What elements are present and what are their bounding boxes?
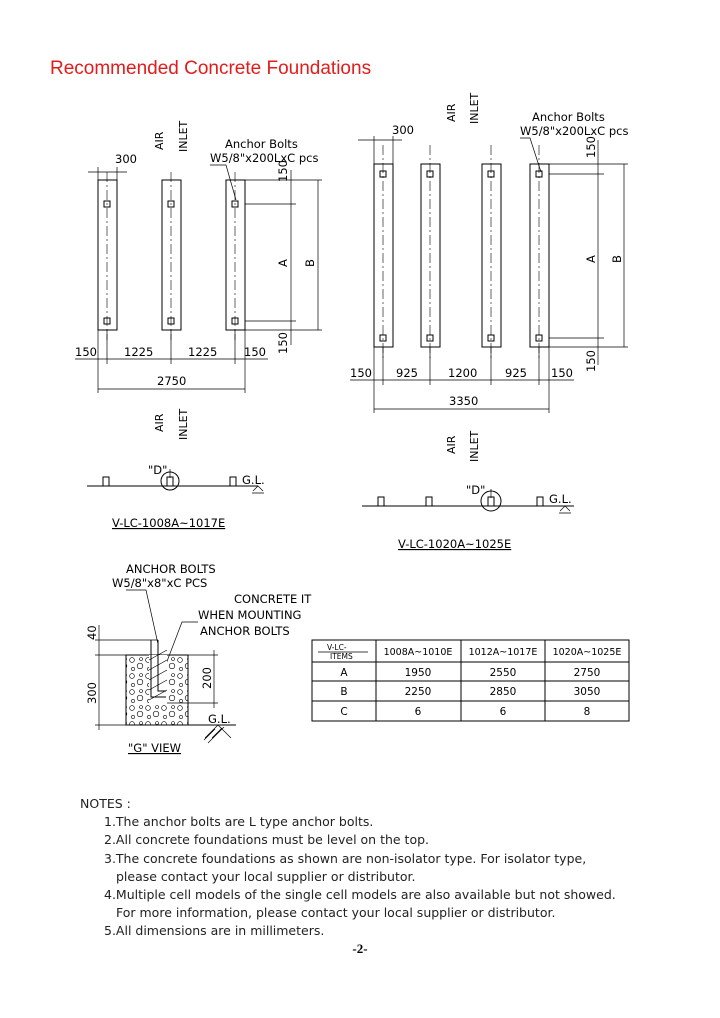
table-cell: 3050 [573,686,601,698]
right-dim-300 [358,123,414,164]
left-dim-row-3: 1225 [188,345,218,359]
left-dim-row-2: 1225 [124,345,154,359]
left-inlet-label-top: INLET [177,120,190,152]
g-anchor-label-2: W5/8"x8"xC PCS [112,576,208,590]
right-anchor-callout [520,110,628,172]
right-dim-row-2: 925 [396,366,418,380]
table-cell: 2250 [404,686,432,698]
table-row-c-item: C [340,706,348,718]
g-ground-label: G.L. [208,712,231,726]
table-col-1: 1008A~1010E [383,647,453,658]
table-cell: 6 [499,706,507,718]
table-col-3: 1020A~1025E [552,647,622,658]
right-inlet-label-top: INLET [468,92,481,124]
right-strip-3 [482,164,501,347]
right-dim-row-5: 150 [551,366,573,380]
right-ground-label: G.L. [549,492,572,506]
g-dim-200: 200 [200,667,214,689]
note-3-cont: please contact your local supplier or distributor. [116,868,416,884]
left-plan [75,120,322,530]
note-1: 1.The anchor bolts are L type anchor bolts. [104,814,374,830]
g-dim-40: 40 [85,625,99,640]
right-strip-2 [421,164,440,347]
left-air-label-top: AIR [153,131,166,150]
table-col-2: 1012A~1017E [468,647,538,658]
right-bolts [380,171,542,341]
table-cell: 2550 [489,667,517,679]
left-dim-150-top: 150 [276,160,290,182]
right-air-label-bottom: AIR [445,435,458,454]
left-inlet-label-bottom: INLET [177,408,190,440]
right-model-caption: V-LC-1020A~1025E [398,537,512,551]
table-cell: 1950 [404,667,432,679]
left-dim-total: 2750 [157,374,187,388]
right-dim-b: B [610,255,624,263]
table-corner-bottom: ITEMS [330,652,353,661]
right-strip-1 [374,164,393,347]
left-dim-150-bottom: 150 [276,332,290,354]
left-elevation [87,463,265,493]
g-anchor-label-1: ANCHOR BOLTS [126,562,216,576]
svg-text:300: 300 [392,123,414,137]
left-model-caption: V-LC-1008A~1017E [112,516,226,530]
right-plan [350,92,628,551]
g-view-caption: "G" VIEW [128,741,182,755]
left-dim-row-1: 150 [75,345,97,359]
right-dim-a: A [584,255,598,263]
table-row-a-item: A [340,667,348,679]
table-cell: 2750 [573,667,601,679]
table-cell: 2850 [489,686,517,698]
right-dim-row-4: 925 [505,366,527,380]
g-dim-300: 300 [85,682,99,704]
right-dim-row-3: 1200 [448,366,478,380]
notes-section [80,795,616,941]
left-air-label-bottom: AIR [153,413,166,432]
left-strip-1 [98,180,117,330]
svg-text:Anchor Bolts: Anchor Bolts [225,137,298,151]
right-detail-tag: "D" [466,483,486,497]
note-4-cont: For more information, please contact your local supplier or distributor. [116,905,556,921]
notes-heading: NOTES : [80,796,131,811]
note-4: 4.Multiple cell models of the single cell models are also available but not showed. [104,887,616,903]
svg-text:W5/8"x200LxC pcs: W5/8"x200LxC pcs [520,124,629,138]
right-air-label-top: AIR [445,103,458,122]
note-3: 3.The concrete foundations as shown are non-isolator type. For isolator type, [104,850,587,866]
right-inlet-label-bottom: INLET [468,430,481,462]
dimension-table [312,640,629,721]
svg-text:300: 300 [115,152,137,166]
page-title: Recommended Concrete Foundations [50,58,372,79]
right-strip-4 [530,164,549,347]
g-concrete-label-3: ANCHOR BOLTS [200,624,290,638]
right-dim-150-top: 150 [584,136,598,158]
right-dim-150-bottom: 150 [584,350,598,372]
right-dim-row-1: 150 [350,366,372,380]
table-row-b-item: B [340,686,348,698]
table-cell: 6 [414,706,422,718]
left-detail-tag: "D" [148,463,168,477]
right-dim-total: 3350 [449,394,479,408]
note-2: 2.All concrete foundations must be level on the top. [104,832,430,848]
left-dim-b: B [303,259,317,267]
right-elevation [362,483,574,513]
left-strip-3 [226,180,245,330]
svg-text:Anchor Bolts: Anchor Bolts [532,110,605,124]
g-concrete-label-1: CONCRETE IT [234,592,312,606]
page-number: -2- [352,941,368,956]
left-strip-2 [162,180,181,330]
table-cell: 8 [583,706,591,718]
g-concrete-label-2: WHEN MOUNTING [198,608,302,622]
g-view [85,562,312,755]
left-dim-300 [88,152,137,180]
left-dim-a: A [276,259,290,267]
table-corner-top: V-LC- [327,643,347,652]
left-dim-row-4: 150 [244,345,266,359]
svg-text:W5/8"x200LxC pcs: W5/8"x200LxC pcs [210,151,319,165]
left-ground-label: G.L. [242,473,265,487]
note-5: 5.All dimensions are in millimeters. [104,923,325,939]
